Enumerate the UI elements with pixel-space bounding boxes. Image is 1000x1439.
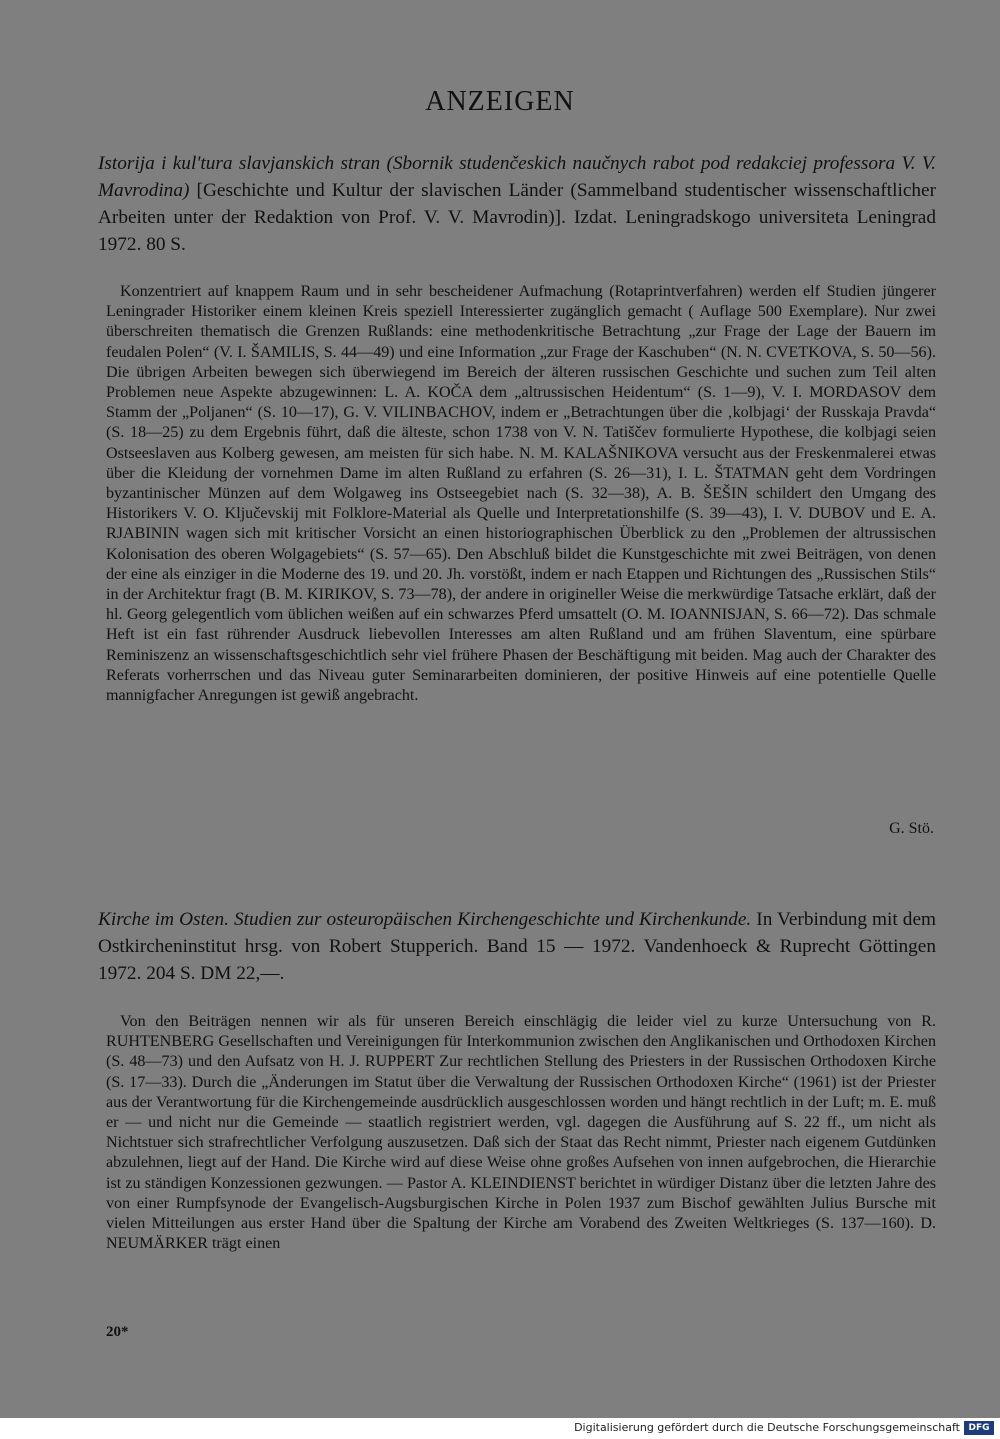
review1-header xyxy=(98,150,936,258)
dfg-logo-icon: DFG xyxy=(964,1421,994,1435)
footer-bar xyxy=(0,1418,1000,1439)
review2-title: Kirche im Osten. Studien zur osteuropäischen Kirchengeschichte und Kirchenkunde. xyxy=(98,909,752,930)
review1-title: Istorija i kul'tura slavjanskich stran (Sbornik studenčeskich naučnych rabot pod redakciej professora V. V. Mavrodina) xyxy=(98,153,936,201)
review2-body xyxy=(106,1012,936,1254)
review2-body-text: Von den Beiträgen nennen wir als für unseren Bereich einschlägig die leider viel zu kurze Untersuchung von R. RUHTENBERG Gesellschaften und Vereinigungen für Interkommunion zwischen den Anglikanischen und Orthodoxen Kirchen (S. 48—73) und den Aufsatz von H. J. RUPPERT Zur rechtlichen Stellung des Priesters in der Russischen Orthodoxen Kirche (S. 17—33). Durch die „Änderungen im Statut über die Verwaltung der Russischen Orthodoxen Kirche“ (1961) ist der Priester aus der Verantwortung für die Kirchengemeinde ausdrücklich ausgeschlossen worden und hängt rechtlich in der Luft; m. E. muß er — und nicht nur die Gemeinde — staatlich registriert werden, vgl. dagegen die Ausführung auf S. 22 ff., um nicht als Nichtstuer sich strafrechtlicher Verfolgung auszusetzen. Daß sich der Staat das Recht nimmt, Priester nach eigenem Gutdünken abzulehnen, liegt auf der Hand. Die Kirche wird auf diese Weise ohne großes Aufsehen von innen aufgebrochen, die Hierarchie ist zu ständigen Konzessionen gezwungen. — Pastor A. KLEINDIENST berichtet in würdiger Distanz über die letzten Jahre des von einer Rumpfsynode der Evangelisch-Augsburgischen Kirche in Polen 1937 zum Bischof gewählten Julius Bursche mit vielen Mitteilungen aus erster Hand über die Spaltung der Kirche am Vorabend des Zweiten Weltkrieges (S. 137—160). D. NEUMÄRKER trägt einen xyxy=(106,1013,936,1253)
review2-header xyxy=(98,906,936,987)
footer-credit: Digitalisierung gefördert durch die Deutsche Forschungsgemeinschaft xyxy=(574,1421,960,1434)
review1-body xyxy=(106,282,936,706)
review2-citation: In Verbindung mit dem Ostkircheninstitut hrsg. von Robert Stupperich. Band 15 — 1972. Vandenhoeck & Ruprecht Göttingen 1972. 204 S. DM 22,—. xyxy=(98,909,937,984)
page-folio: 20* xyxy=(106,1324,129,1340)
review1-body-text: Konzentriert auf knappem Raum und in sehr bescheidener Aufmachung (Rotaprintverfahren) werden elf Studien jüngerer Leningrader Historiker einem kleinen Kreis speziell Interessierter zugänglich gemacht ( Auflage 500 Exemplare). Nur zwei überschreiten thematisch die Grenzen Rußlands: eine methodenkritische Betrachtung „zur Frage der Lage der Bauern im feudalen Polen“ (V. I. ŠAMILIS, S. 44—49) und eine Information „zur Frage der Kaschuben“ (N. N. CVETKOVA, S. 50—56). Die übrigen Arbeiten bewegen sich überwiegend im Bereich der älteren russischen Geschichte und suchen zum Teil alten Problemen neue Aspekte abzugewinnen: L. A. KOČA dem „altrussischen Heidentum“ (S. 1—9), V. I. MORDASOV dem Stamm der „Poljanen“ (S. 10—17), G. V. VILINBACHOV, indem er „Betrachtungen über die ‚kolbjagi‘ der Russkaja Pravda“ (S. 18—25) zu dem Ergebnis führt, daß die älteste, schon 1738 von V. N. Tatiščev formulierte Hypothese, die kolbjagi seien Ostseeslaven aus Kolberg gewesen, am meisten für sich habe. N. M. KALAŠNIKOVA versucht aus der Freskenmalerei etwas über die Kleidung der vornehmen Dame im alten Rußland zu erfahren (S. 26—31), I. L. ŠTATMAN geht dem Vordringen byzantinischer Münzen auf dem Wolgaweg ins Ostseegebiet nach (S. 32—38), A. B. ŠEŠIN schildert den Umgang des Historikers V. O. Ključevskij mit Folklore-Material als Quelle und Interpretationshilfe (S. 39—43), I. V. DUBOV und E. A. RJABININ wagen sich mit kritischer Vorsicht an einen historiographischen Überblick zu den „Problemen der altrussischen Kolonisation des oberen Wolgagebiets“ (S. 57—65). Den Abschluß bildet die Kunstgeschichte mit zwei Beiträgen, von denen der eine als einziger in die Moderne des 19. und 20. Jh. vorstößt, indem er nach Etappen und Richtungen des „Russischen Stils“ in der Architektur fragt (B. M. KIRIKOV, S. 73—78), der andere in origineller Weise die merkwürdige Tatsache erklärt, daß der hl. Georg gelegentlich vom üblichen weißen auf ein schwarzes Pferd umsattelt (O. M. IOANNISJAN, S. 66—72). Das schmale Heft ist ein fast rührender Ausdruck liebevollen Interesses am alten Rußland und am frühen Slaventum, eine spürbare Reminiszenz an wissenschaftsgeschichtlich sehr viel frühere Phasen der Beschäftigung mit beiden. Mag auch der Charakter des Referats vorherrschen und das Niveau guter Seminararbeiten dominieren, der positive Hinweis auf eine potentielle Quelle mannigfacher Anregungen ist gewiß angebracht. xyxy=(106,283,936,705)
review1-signature: G. Stö. xyxy=(889,820,934,837)
review1-citation: [Geschichte und Kultur der slavischen Länder (Sammelband studentischer wissenschaftlicher Arbeiten unter der Redaktion von Prof. V. V. Mavrodin)]. Izdat. Leningradskogo universiteta Leningrad 1972. 80 S. xyxy=(98,180,936,255)
page-heading: ANZEIGEN xyxy=(425,86,575,117)
